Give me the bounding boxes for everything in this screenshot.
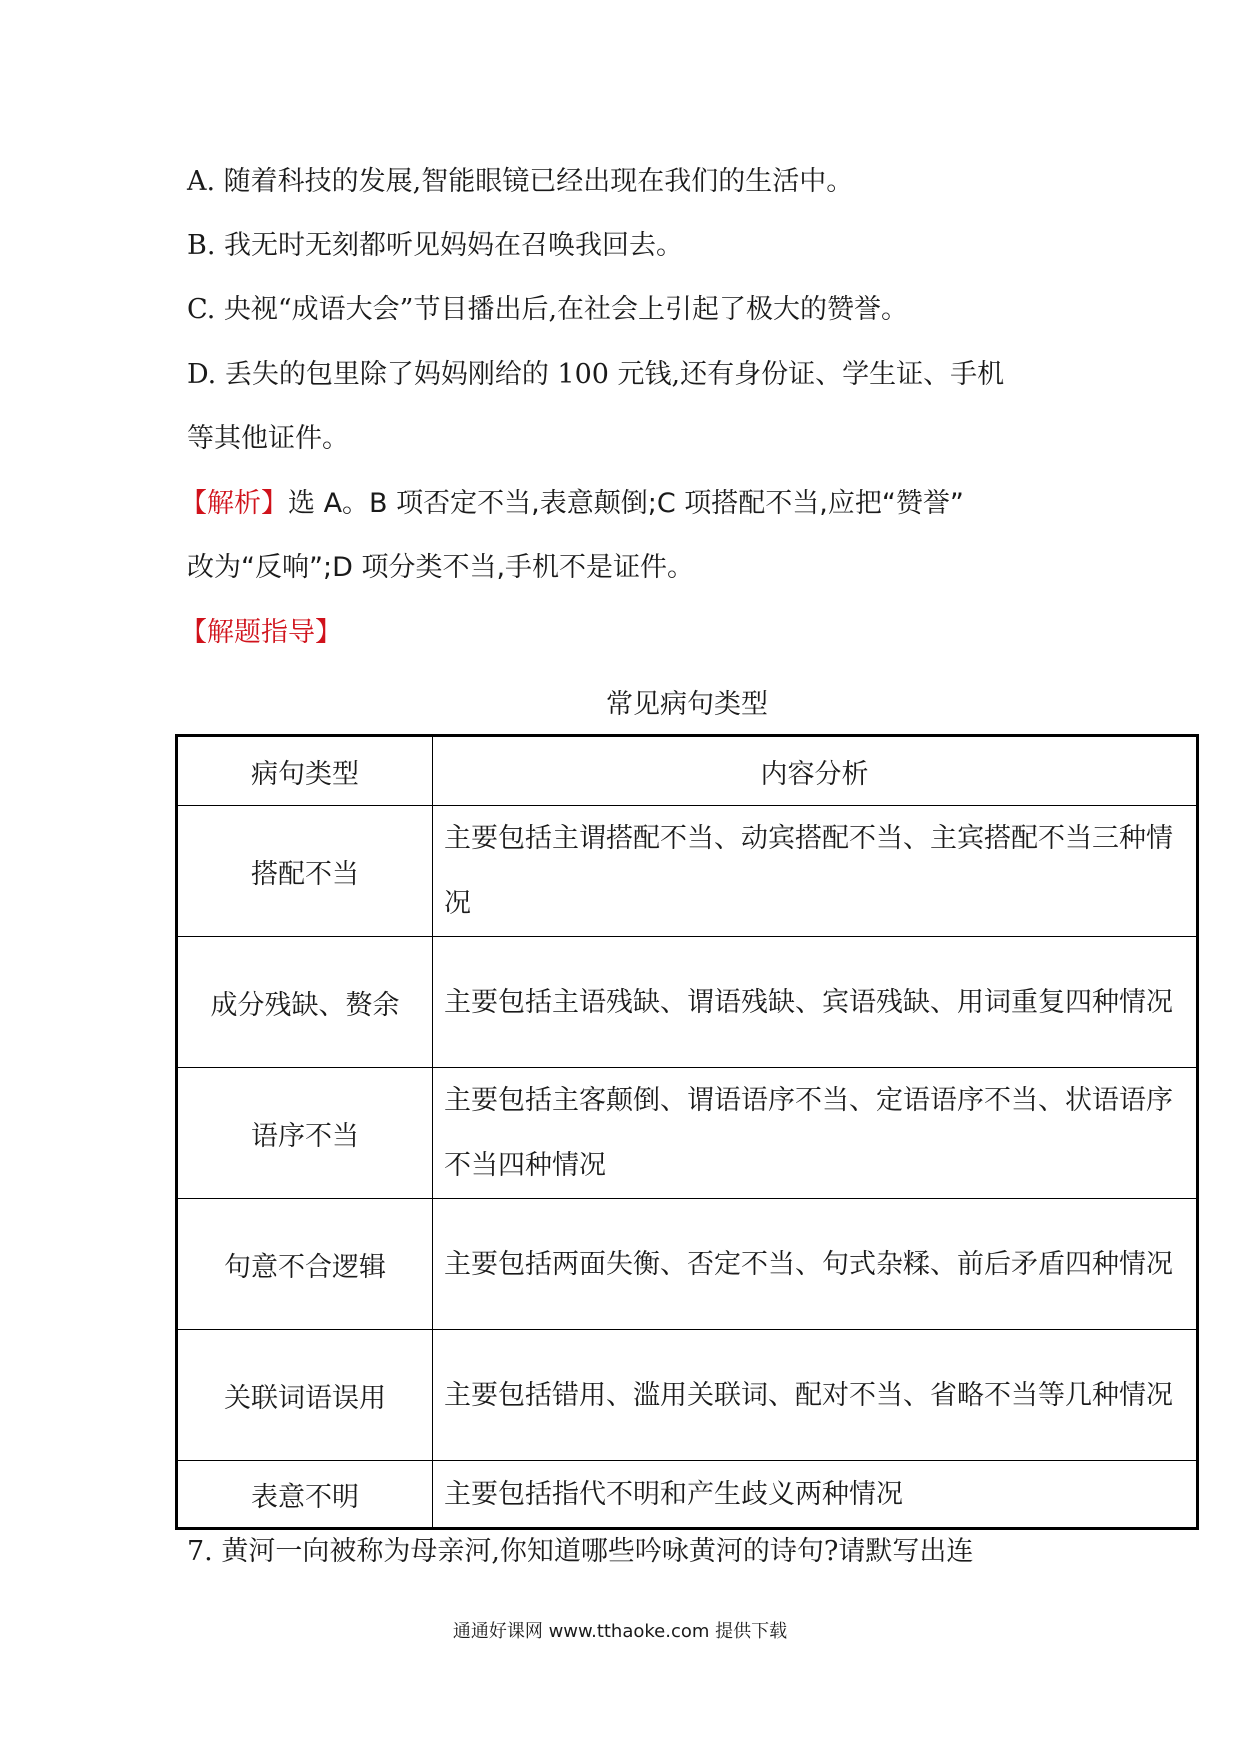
table-row xyxy=(177,1199,1198,1330)
row-type: 句意不合逻辑 xyxy=(177,1199,433,1330)
header-type: 病句类型 xyxy=(177,736,433,806)
analysis-tag: 【解析】 xyxy=(180,488,288,519)
table-row xyxy=(177,1461,1198,1529)
table-row xyxy=(177,937,1198,1068)
table-caption: 常见病句类型 xyxy=(606,689,768,720)
option-d-line1: D. 丢失的包里除了妈妈刚给的 100 元钱,还有身份证、学生证、手机 xyxy=(187,359,1005,390)
row-type: 语序不当 xyxy=(177,1068,433,1199)
table-row xyxy=(177,1068,1198,1199)
row-desc: 主要包括主客颠倒、谓语语序不当、定语语序不当、状语语序不当四种情况 xyxy=(433,1068,1198,1199)
table-header-row xyxy=(177,736,1198,806)
sentence-error-table xyxy=(175,734,1199,1530)
row-type: 成分残缺、赘余 xyxy=(177,937,433,1068)
table-row xyxy=(177,806,1198,937)
row-desc: 主要包括主语残缺、谓语残缺、宾语残缺、用词重复四种情况 xyxy=(433,937,1198,1068)
option-d-line2: 等其他证件。 xyxy=(187,423,349,454)
analysis-line1 xyxy=(180,484,964,524)
header-analysis: 内容分析 xyxy=(433,736,1198,806)
row-desc: 主要包括主谓搭配不当、动宾搭配不当、主宾搭配不当三种情况 xyxy=(433,806,1198,937)
row-desc: 主要包括错用、滥用关联词、配对不当、省略不当等几种情况 xyxy=(433,1330,1198,1461)
option-c: C. 央视“成语大会”节目播出后,在社会上引起了极大的赞誉。 xyxy=(187,294,909,325)
analysis-line2: 改为“反响”;D 项分类不当,手机不是证件。 xyxy=(187,552,695,583)
page-footer: 通通好课网 www.tthaoke.com 提供下载 xyxy=(452,1621,788,1642)
row-type: 搭配不当 xyxy=(177,806,433,937)
analysis-text-1: 选 A。B 项否定不当,表意颠倒;C 项搭配不当,应把“赞誉” xyxy=(288,488,964,519)
guide-tag: 【解题指导】 xyxy=(180,617,342,648)
row-desc: 主要包括两面失衡、否定不当、句式杂糅、前后矛盾四种情况 xyxy=(433,1199,1198,1330)
row-type: 关联词语误用 xyxy=(177,1330,433,1461)
question-7: 7. 黄河一向被称为母亲河,你知道哪些吟咏黄河的诗句?请默写出连 xyxy=(187,1536,974,1567)
row-type: 表意不明 xyxy=(177,1461,433,1529)
row-desc: 主要包括指代不明和产生歧义两种情况 xyxy=(433,1461,1198,1529)
option-b: B. 我无时无刻都听见妈妈在召唤我回去。 xyxy=(187,230,684,261)
table-row xyxy=(177,1330,1198,1461)
option-a: A. 随着科技的发展,智能眼镜已经出现在我们的生活中。 xyxy=(187,166,854,197)
